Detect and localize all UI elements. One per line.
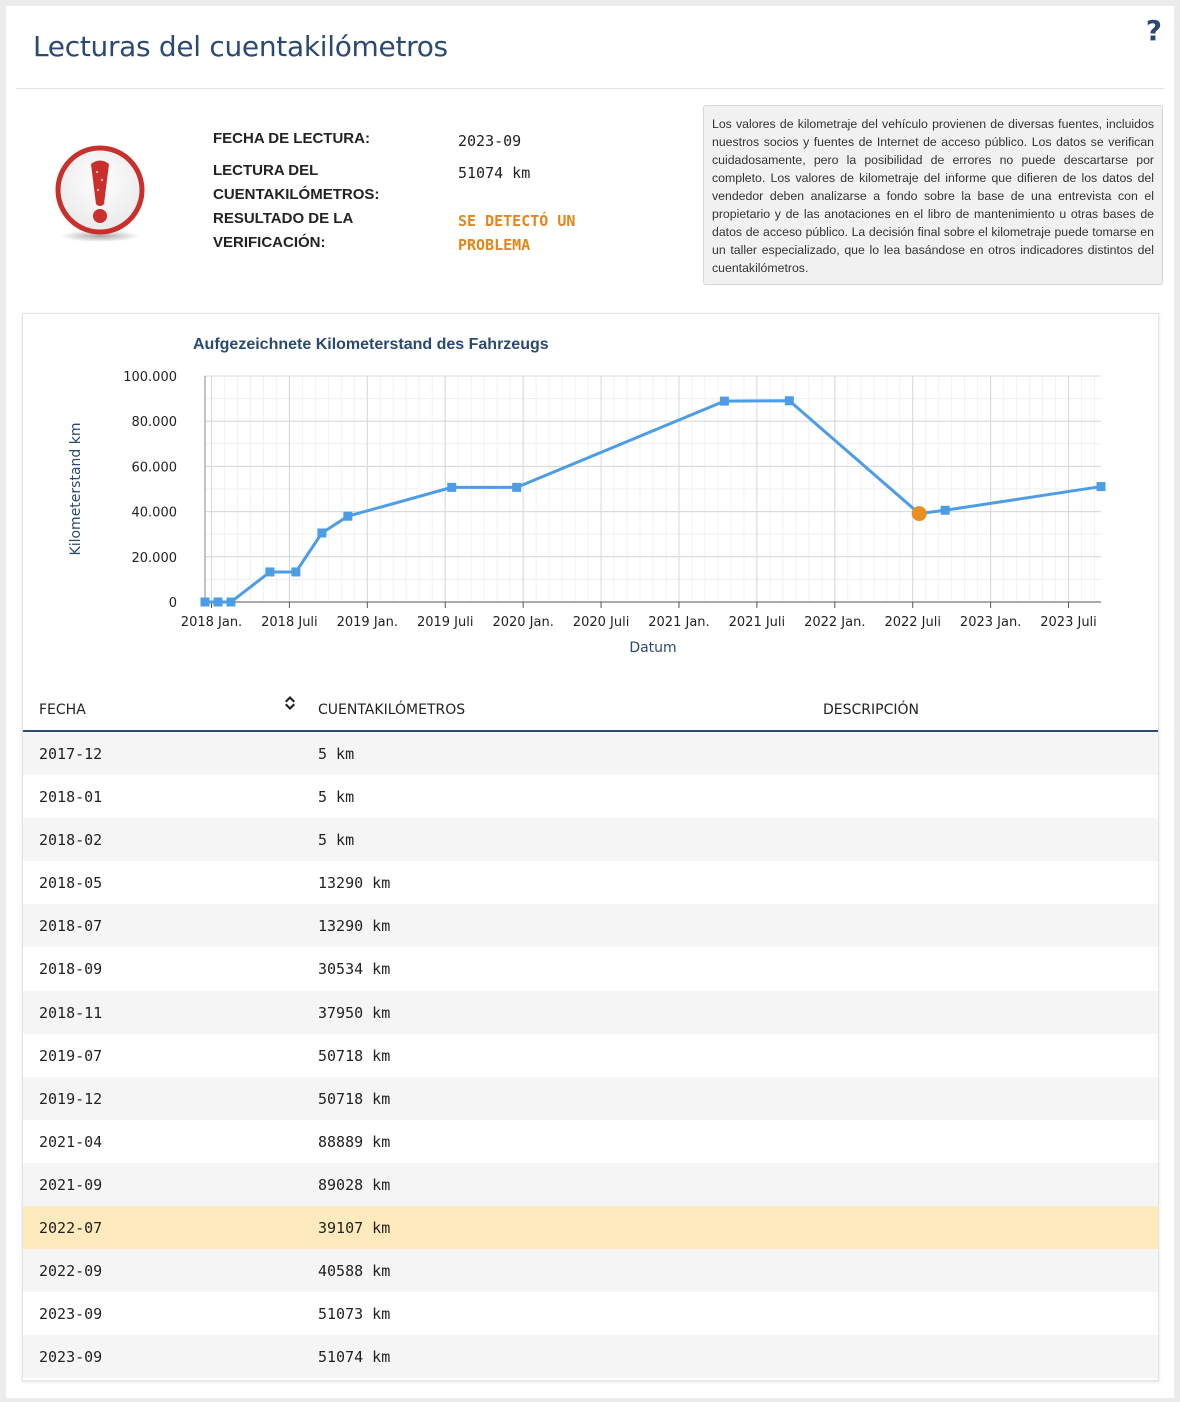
column-header-odometer: CUENTAKILÓMETROS [318,702,466,718]
data-point [343,512,352,521]
readings-table [23,684,1158,1378]
x-tick-label: 2019 Juli [416,615,474,630]
x-tick-label: 2023 Jan. [959,615,1022,630]
cell-odometer: 39107 km [318,1219,391,1238]
y-tick-label: 60.000 [131,460,177,476]
x-tick-label: 2021 Juli [728,615,786,630]
data-point [1097,482,1106,491]
cell-date: 2019-07 [39,1046,103,1065]
data-point [213,597,222,606]
cell-date: 2018-09 [39,960,103,979]
page-title: Lecturas del cuentakilómetros [33,30,448,63]
cell-date: 2018-02 [39,831,103,850]
data-point [512,483,521,492]
sort-updown-icon[interactable] [283,694,297,712]
cell-date: 2018-11 [39,1003,103,1022]
y-tick-label: 0 [168,596,177,611]
cell-odometer: 50718 km [318,1089,391,1108]
y-tick-label: 80.000 [131,415,177,431]
table-row [23,1120,1158,1163]
table-row [23,818,1158,861]
cell-odometer: 37950 km [318,1003,391,1022]
data-point [291,567,300,576]
table-row [23,732,1158,775]
table-row [23,1249,1158,1292]
table-row [23,1292,1158,1335]
table-row [23,991,1158,1034]
disclaimer-note: Los valores de kilometraje del vehículo provienen de diversas fuentes, incluidos nuestros socios y fuentes de Internet de acceso público. Los datos se verifican cuidadosamente, pero la posibilidad de errores no puede descartarse por completo. Los valores de kilometraje del informe que difieren de los datos del vendedor deben analizarse a fondo sobre la base de una entrevista con el propietario y de las anotaciones en el libro de mantenimiento u otras bases de datos de acceso público. La decisión final sobre el kilometraje puede tomarse en un taller especializado, que lo lea basándose en otros indicadores distintos del cuentakilómetros. [703,105,1163,285]
y-tick-label: 100.000 [123,370,177,385]
cell-odometer: 13290 km [318,917,391,936]
column-header-date[interactable]: FECHA [39,702,86,718]
table-row [23,1163,1158,1206]
x-tick-label: 2020 Juli [572,615,630,630]
x-tick-label: 2019 Jan. [336,615,399,630]
cell-odometer: 5 km [318,745,355,763]
y-tick-label: 40.000 [131,505,177,521]
x-tick-label: 2022 Jan. [804,615,866,630]
reading-date-label: FECHA DE LECTURA: [213,130,370,147]
cell-date: 2022-07 [39,1219,103,1238]
table-row [23,904,1158,947]
cell-odometer: 5 km [318,831,355,850]
cell-odometer: 5 km [318,788,355,807]
reading-date-value: 2023-09 [458,132,522,150]
cell-date: 2022-09 [39,1262,103,1281]
table-row [23,775,1158,818]
odometer-line-chart [23,314,1158,674]
cell-odometer: 88889 km [318,1132,391,1151]
data-point [447,483,456,492]
verification-result-value: SE DETECTÓ UN PROBLEMA [458,212,576,254]
data-point [720,397,729,406]
x-tick-label: 2018 Juli [261,615,318,630]
cell-odometer: 30534 km [318,960,391,979]
odometer-reading-label: LECTURA DEL CUENTAKILÓMETROS: [213,162,380,203]
x-tick-label: 2020 Jan. [492,615,554,630]
cell-date: 2021-09 [39,1175,103,1194]
data-point [317,528,326,537]
verification-result-label: RESULTADO DE LA VERIFICACIÓN: [213,210,353,251]
table-row [23,947,1158,990]
cell-odometer: 40588 km [318,1262,391,1281]
table-body [23,732,1158,1378]
y-axis-label: Kilometerstand km [68,422,84,556]
chart-title: Aufgezeichnete Kilometerstand des Fahrzeugs [193,336,549,353]
data-point [785,396,794,405]
cell-odometer: 50718 km [318,1046,391,1065]
cell-odometer: 89028 km [318,1175,391,1194]
cell-date: 2018-05 [39,874,103,893]
data-point-flagged [912,506,927,521]
cell-date: 2023-09 [39,1305,103,1324]
odometer-chart-card [22,313,1159,1381]
title-divider [16,88,1164,89]
column-header-description: DESCRIPCIÓN [823,702,919,718]
data-point [226,597,235,606]
x-tick-label: 2023 Juli [1040,615,1097,630]
table-row-flagged [23,1206,1158,1249]
data-point [201,597,210,606]
data-point [265,567,274,576]
cell-date: 2021-04 [39,1132,103,1151]
cell-odometer: 51074 km [318,1348,391,1367]
cell-date: 2018-07 [39,917,103,936]
x-axis-label: Datum [629,640,677,656]
table-row [23,1077,1158,1120]
y-tick-label: 20.000 [131,550,177,566]
x-tick-label: 2022 Juli [884,615,941,630]
table-row [23,1335,1158,1378]
cell-date: 2019-12 [39,1089,103,1108]
data-point [941,506,950,515]
odometer-reading-value: 51074 km [458,164,531,182]
cell-odometer: 51073 km [318,1305,391,1324]
cell-date: 2018-01 [39,788,103,807]
table-row [23,861,1158,904]
exclamation-warning-icon [50,144,150,244]
odometer-panel [6,6,1174,1398]
cell-date: 2023-09 [39,1348,103,1367]
x-tick-label: 2018 Jan. [180,615,243,630]
table-row [23,1034,1158,1077]
table-header [23,684,1158,732]
help-icon[interactable]: ? [1145,14,1162,47]
cell-odometer: 13290 km [318,874,391,893]
x-tick-label: 2021 Jan. [648,615,710,630]
cell-date: 2017-12 [39,745,103,763]
